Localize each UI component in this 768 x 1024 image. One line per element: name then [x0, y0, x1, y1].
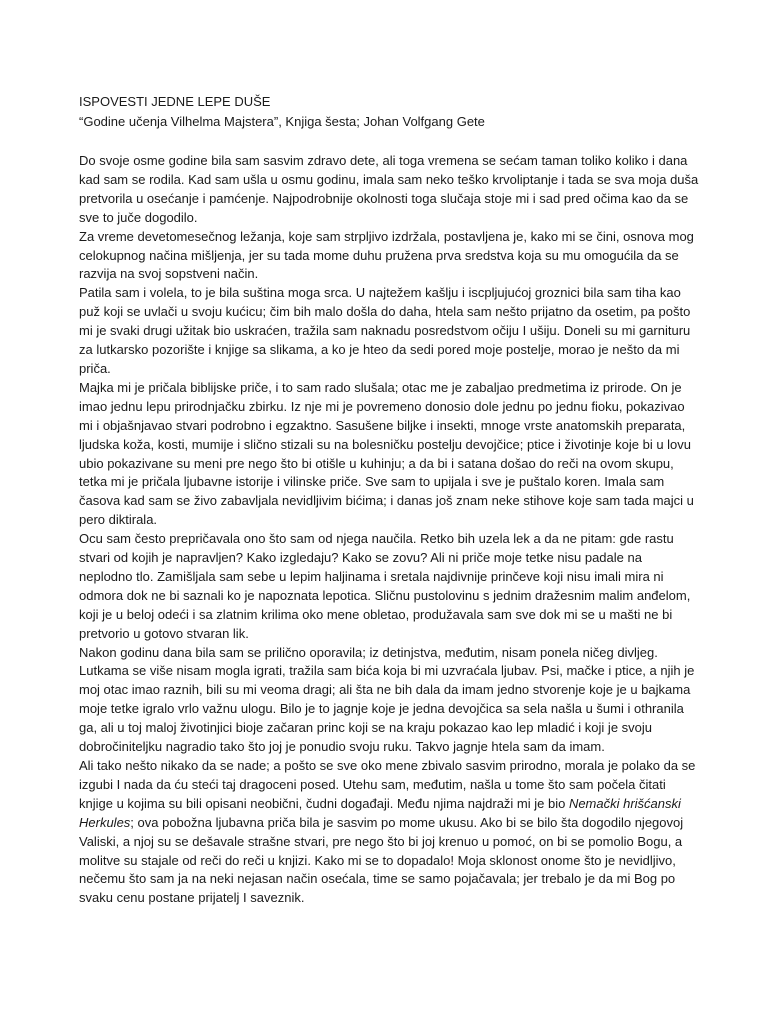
paragraph-text: Ali tako nešto nikako da se nade; a pošto se sve oko mene zbivalo sasvim prirodno, morala je polako da se izgubi I nada da ću steći taj dragoceni posed. Utehu sam, međutim, našla u tome što sam počela čitati knjige u kojima su bili opisani neobični, čudni događaji. Među njima najdraži mi je bio: [79, 758, 696, 811]
document-subtitle: “Godine učenja Vilhelma Majstera”, Knjiga šesta; Johan Volfgang Gete: [79, 114, 485, 129]
document-title: ISPOVESTI JEDNE LEPE DUŠE: [79, 94, 271, 109]
paragraph: Patila sam i volela, to je bila suština moga srca. U najtežem kašlju i iscpljujućoj groznici bila sam tiha kao puž koji se uvlači u svoju kućicu; čim bih malo došla do daha, htela sam nešto prijatno da osetim, pa pošto mi je svaki drugi užitak bio uskraćen, tražila sam naknadu posredstvom očiju I ušiju. Doneli su mi garnituru za lutkarsko pozorište i knjige sa slikama, a ko je hteo da sedi pored moje postelje, morao je nešto da mi priča.: [79, 285, 691, 376]
book-title-italic: Nemački hrišćanski Herkules: [79, 795, 681, 830]
paragraph: Ocu sam često prepričavala ono što sam od njega naučila. Retko bih uzela lek a da ne pitam: gde rastu stvari od kojih je napravljen? Kako izgledaju? Kako se zovu? Ali ni priče moje tetke nisu padale na neplodno tlo. Zamišljala sam sebe u lepim haljinama i sretala najdivnije prinčeve koji nisu imali mira ni odmora dok ne bi saznali ko je napoznata lepotica. Sličnu pustolovinu s jednim dražesnim malim anđelom, koji je u beloj odeći i sa zlatnim krilima oko mene obletao, produžavala sam sve dok mi se u mašti ne bi pretvorio u gotovo stvaran lik.: [79, 531, 691, 641]
paragraph: Majka mi je pričala biblijske priče, i to sam rado slušala; otac me je zabaljao predmetima iz prirode. On je imao jednu lepu prirodnjačku zbirku. Iz nje mi je povremeno donosio dole jednu po jednu fioku, pokazivao mi i objašnjavao stvari podrobno i egzaktno. Sasušene biljke i insekti, mnoge vrste anatomskih preparata, ljudska koža, kosti, mumije i slično stizali su na bolesničku postelju devojčice; ptice i životinje koje bi u lovu ubio pokazivane su meni pre nego što bi otišle u kuhinju; a da bi i satana došao do reči na ovom skupu, tetka mi je pričala ljubavne istorije i vilinske priče. Sve sam to upijala i sve je puštalo koren. Imala sam časova kad sam se živo zabavljala nevidljivim bićima; i danas još znam neke stihove koje sam tada majci u pero diktirala.: [79, 379, 694, 528]
paragraph: Do svoje osme godine bila sam sasvim zdravo dete, ali toga vremena se sećam taman toliko koliko i dana kad sam se rodila. Kad sam ušla u osmu godinu, imala sam neko teško krvoliptanje i tada se sva moja duša pretvorila u osećanje i pamćenje. Najpodrobnije okolnosti toga slučaja stoje mi i sad pred očima kao da se sve to juče dogodilo.: [79, 153, 699, 225]
document-page: [79, 92, 699, 908]
paragraph-text: ; ova pobožna ljubavna priča bila je sasvim po mome ukusu. Ako bi se bilo šta dogodilo njegovoj Valiski, a njoj su se dešavale strašne stvari, pre nego što bi joj krenuo u pomoć, on bi se pomolio Bogu, a molitve su stajale od reči do reči u knjizi. Kako mi se to dopadalo! Moja sklonost onome što je nevidljivo, nečemu što sam ja na neki nejasan način osećala, time se samo pojačavala; jer trebalo je da mi Bog po svaku cenu postane prijatelj I saveznik.: [79, 814, 684, 906]
paragraph: Za vreme devetomesečnog ležanja, koje sam strpljivo izdržala, postavljena je, kako mi se čini, osnova mog celokupnog načina mišljenja, jer su tada mome duhu pružena prva sredstva koja su mu omogućila da se razvija na svoj sopstveni način.: [79, 228, 694, 282]
paragraph: Nakon godinu dana bila sam se prilično oporavila; iz detinjstva, međutim, nisam ponela ničeg divljeg. Lutkama se više nisam mogla igrati, tražila sam bića koja bi mi uzvraćala ljubav. Psi, mačke i ptice, a njih je moj otac imao raznih, bili su mi veoma dragi; ali šta ne bih dala da imam jedno stvorenje koje je u bajkama moje tetke igralo vrlo važnu ulogu. Bilo je to jagnje koje je jedna devojčica sa sela našla u šumi i othranila ga, ali u toj maloj životinjici bioje začaran princ koji se na kraju pokazao kao lep mladić i koji je svoju dobročiniteljku nagradio tako što joj je ponudio svoju ruku. Takvo jagnje htela sam da imam.: [79, 644, 695, 755]
paragraph: [79, 757, 699, 908]
title-block: [79, 92, 699, 132]
